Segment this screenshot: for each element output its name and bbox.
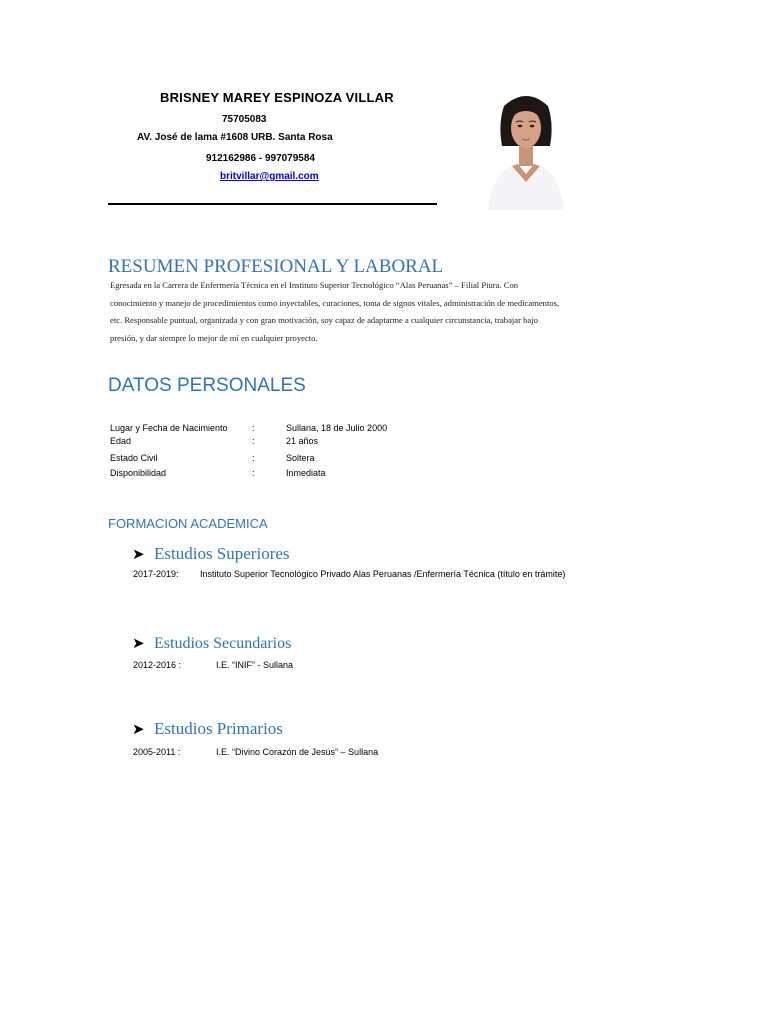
resumen-line: presión, y dar siempre lo mejor de mí en cualquier proyecto. [110,332,318,343]
datos-value: 21 años [286,436,319,446]
estudios-primarios-label: Estudios Primarios [154,719,283,738]
secundarios-detail: I.E. “INIF” - Sullana [216,660,294,670]
datos-value: Sullana, 18 de Julio 2000 [286,423,388,433]
datos-label: Disponibilidad [110,468,167,478]
superiores-detail: Instituto Superior Tecnológico Privado Alas Peruanas /Enfermería Técnica (título en trámite) [200,569,566,579]
resumen-paragraph [110,277,625,347]
datos-value: Inmediata [286,468,326,478]
secundarios-period: 2012-2016 : [133,660,182,670]
datos-label: Lugar y Fecha de Nacimiento [110,423,228,433]
resumen-line: Egresada en la Carrera de Enfermería Técnica en el Instituto Superior Tecnológico “Alas Peruanas” – Filial Piura. Con [110,280,519,290]
email-link[interactable]: britvillar@gmail.com [220,171,319,182]
datos-value: Soltera [286,453,315,463]
arrowhead-bullet-icon: ➤ [132,720,145,738]
estudios-superiores-heading [132,544,290,564]
datos-colon: : [252,468,255,478]
primarios-detail: I.E. “Divino Corazón de Jesús” – Sullana [216,747,379,757]
resumen-title: RESUMEN PROFESIONAL Y LABORAL [108,256,444,277]
candidate-name: BRISNEY MAREY ESPINOZA VILLAR [160,90,394,105]
header-divider [108,203,437,205]
profile-photo [482,84,570,210]
estudios-secundarios-heading [132,634,291,653]
phone-numbers: 912162986 - 997079584 [206,153,315,164]
estudios-primarios-heading [132,719,283,739]
datos-title: DATOS PERSONALES [108,375,306,396]
datos-colon: : [252,423,255,433]
datos-colon: : [252,436,255,446]
arrowhead-bullet-icon: ➤ [132,634,145,652]
estudios-secundarios-label: Estudios Secundarios [154,635,292,652]
datos-label: Edad [110,436,132,446]
superiores-period: 2017-2019: [133,569,179,579]
datos-colon: : [252,453,255,463]
estudios-superiores-label: Estudios Superiores [154,544,290,563]
primarios-period: 2005-2011 : [133,747,181,757]
formacion-title: FORMACION ACADEMICA [108,516,268,531]
resumen-line: etc. Responsable puntual, organizada y con gran motivación, soy capaz de adaptarme a cualquier circunstancia, trabajar bajo [110,315,538,325]
arrowhead-bullet-icon: ➤ [132,545,145,563]
document-id: 75705083 [222,114,267,125]
resumen-line: conocimiento y manejo de procedimientos como inyectables, curaciones, toma de signos vitales, administración de medicamentos, [110,297,560,308]
address: AV. José de lama #1608 URB. Santa Rosa [137,132,333,143]
datos-label: Estado Civil [110,453,158,463]
